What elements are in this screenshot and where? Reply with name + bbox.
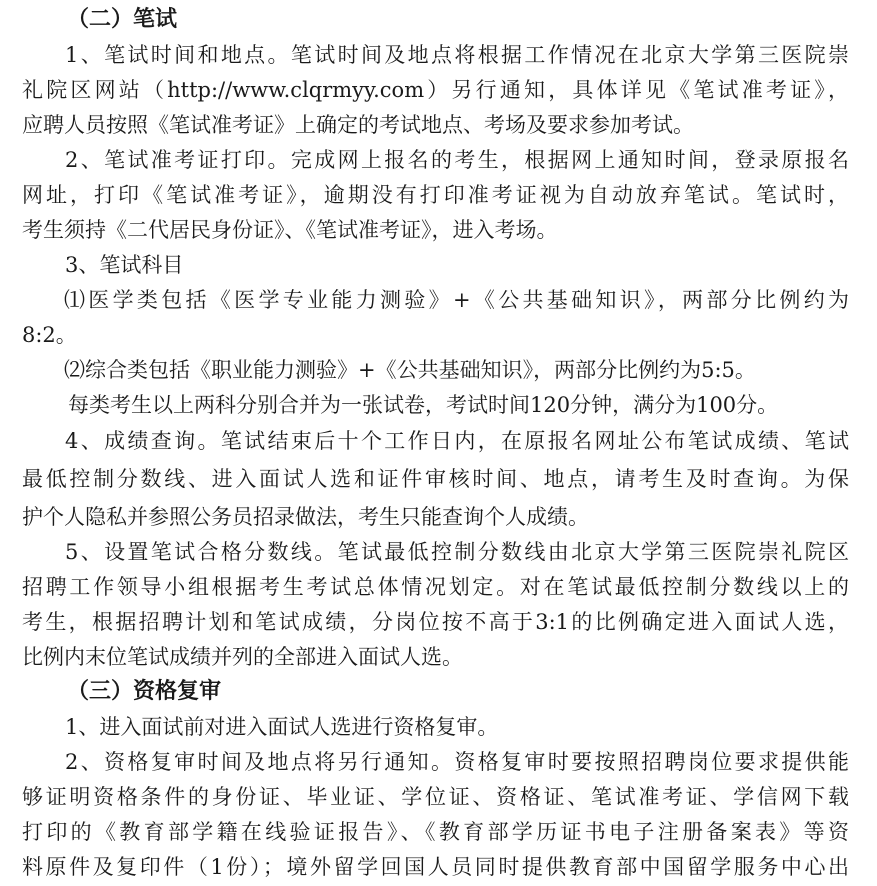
- paragraph-line: 够证明资格条件的身份证、毕业证、学位证、资格证、笔试准考证、学信网下载: [22, 785, 849, 809]
- paragraph-line: 5、设置笔试合格分数线。笔试最低控制分数线由北京大学第三医院崇礼院区: [65, 540, 849, 564]
- paragraph-line: 护个人隐私并参照公务员招录做法，考生只能查询个人成绩。: [22, 505, 589, 529]
- paragraph-line: ⑴医学类包括《医学专业能力测验》+《公共基础知识》，两部分比例约为: [64, 288, 849, 312]
- paragraph-line: 网址，打印《笔试准考证》，逾期没有打印准考证视为自动放弃笔试。笔试时，: [22, 183, 849, 207]
- paragraph-line: 招聘工作领导小组根据考生考试总体情况划定。对在笔试最低控制分数线以上的: [22, 575, 849, 599]
- section-heading-written-exam: （二）笔试: [67, 7, 178, 32]
- paragraph-line: 考生须持《二代居民身份证》、《笔试准考证》，进入考场。: [22, 218, 558, 242]
- paragraph-line: ⑵综合类包括《职业能力测验》+《公共基础知识》，两部分比例约为5:5。: [64, 358, 756, 382]
- paragraph-line: 最低控制分数线、进入面试人选和证件审核时间、地点，请考生及时查询。为保: [22, 467, 849, 491]
- paragraph-line: 1、进入面试前对进入面试人选进行资格复审。: [65, 715, 499, 739]
- paragraph-line: 比例内末位笔试成绩并列的全部进入面试人选。: [22, 645, 463, 669]
- paragraph-line: 8:2。: [22, 323, 77, 347]
- subheading-exam-subjects: 3、笔试科目: [65, 253, 184, 277]
- paragraph-line: 考生，根据招聘计划和笔试成绩，分岗位按不高于3:1的比例确定进入面试人选，: [22, 610, 849, 634]
- paragraph-line: 每类考生以上两科分别合并为一张试卷，考试时间120分钟，满分为100分。: [68, 393, 779, 417]
- paragraph-line: 料原件及复印件（1份）；境外留学回国人员同时提供教育部中国留学服务中心出: [22, 855, 849, 879]
- paragraph-line: 1、笔试时间和地点。笔试时间及地点将根据工作情况在北京大学第三医院崇: [65, 43, 849, 67]
- paragraph-line: 应聘人员按照《笔试准考证》上确定的考试地点、考场及要求参加考试。: [22, 113, 694, 137]
- paragraph-line: 2、资格复审时间及地点将另行通知。资格复审时要按照招聘岗位要求提供能: [65, 750, 849, 774]
- paragraph-line: 2、笔试准考证打印。完成网上报名的考生，根据网上通知时间，登录原报名: [65, 148, 849, 172]
- paragraph-line: 礼院区网站（http://www.clqrmyy.com）另行通知，具体详见《笔试准考证》，: [22, 78, 849, 102]
- section-heading-qualification-review: （三）资格复审: [67, 679, 222, 704]
- paragraph-line: 4、成绩查询。笔试结束后十个工作日内，在原报名网址公布笔试成绩、笔试: [65, 429, 849, 453]
- paragraph-line: 打印的《教育部学籍在线验证报告》、《教育部学历证书电子注册备案表》等资: [22, 820, 849, 844]
